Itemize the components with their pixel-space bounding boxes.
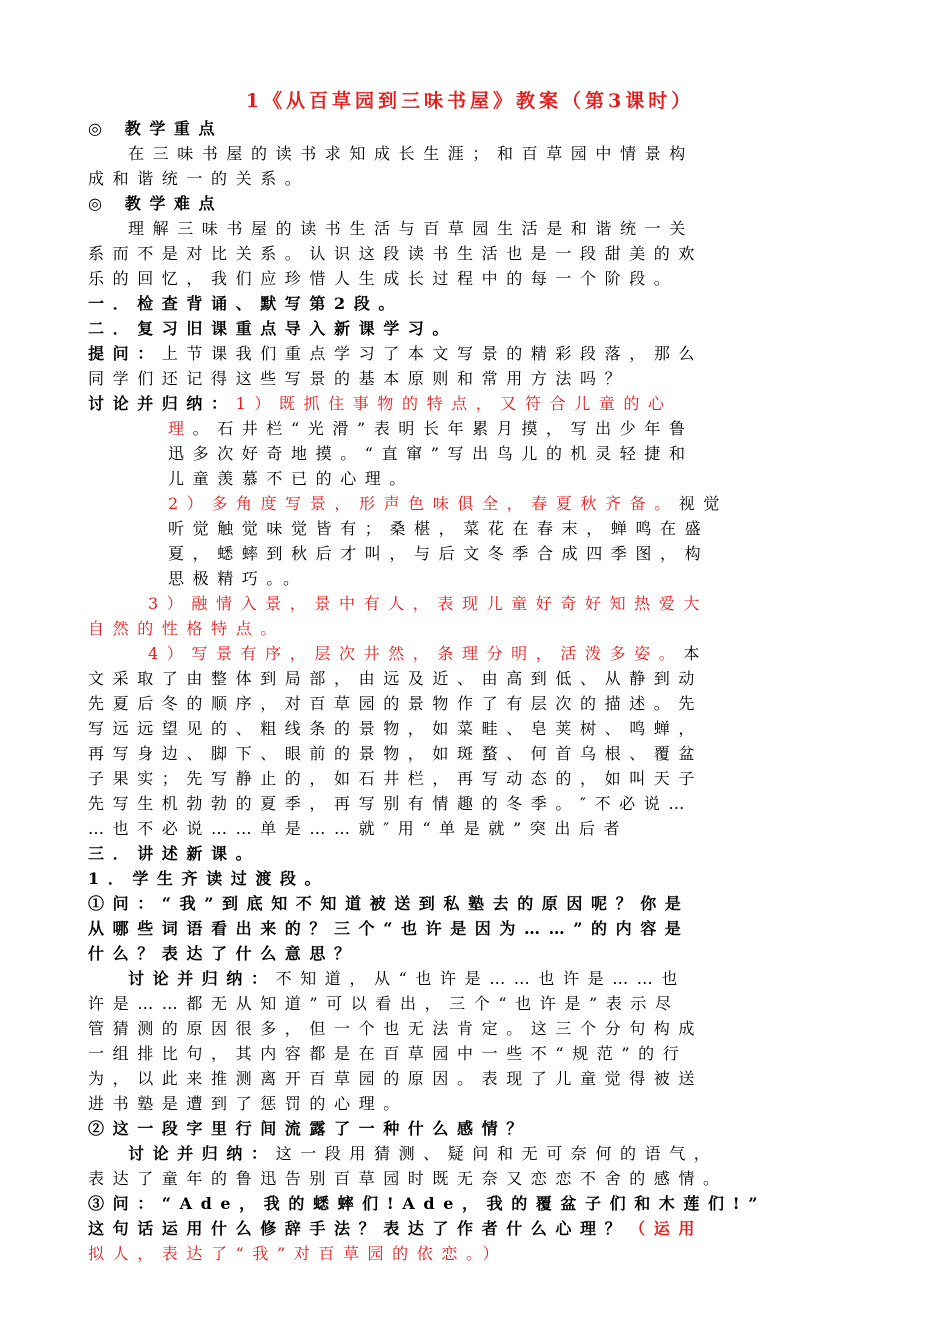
text-line: [88, 691, 852, 716]
text-line: [88, 766, 852, 791]
line-text: ①问：“我”到底知不知道被送到私塾去的原因呢？你是: [88, 894, 690, 913]
text-line: [88, 416, 852, 441]
text-line: [88, 441, 852, 466]
text-line: [88, 366, 852, 391]
line-lead-label: 讨论并归纳：: [88, 394, 236, 413]
text-line: [88, 1041, 852, 1066]
text-line: [88, 666, 852, 691]
line-text: 一．检查背诵、默写第2段。: [88, 294, 403, 313]
highlighted-text: 2）多角度写景，形声色味俱全，春夏秋齐备。: [168, 494, 679, 513]
text-line: [88, 716, 852, 741]
text-line: [88, 491, 852, 516]
line-text: 管猜测的原因很多，但一个也无法肯定。这三个分句构成: [88, 1019, 704, 1038]
line-text: 进书塾是遭到了惩罚的心理。: [88, 1094, 408, 1113]
line-text: ③问：“Ade，我的蟋蟀们!Ade，我的覆盆子们和木莲们!”: [88, 1194, 767, 1213]
text-line: [88, 966, 852, 991]
text-line: [88, 1216, 852, 1241]
highlighted-text: 理: [168, 419, 193, 438]
text-line: [88, 991, 852, 1016]
line-text: 1．学生齐读过渡段。: [88, 869, 330, 888]
text-line: [88, 841, 852, 866]
text-line: [88, 1016, 852, 1041]
line-text: 再写身边、脚下、眼前的景物，如斑蝥、何首乌根、覆盆: [88, 744, 704, 763]
highlighted-text: 1）既抓住事物的特点，又符合儿童的心: [235, 394, 673, 413]
line-text: 一组排比句，其内容都是在百草园中一些不“规范”的行: [88, 1044, 688, 1063]
text-line: [88, 391, 852, 416]
text-line: [88, 241, 852, 266]
line-text: 本: [683, 644, 708, 663]
text-line: [88, 566, 852, 591]
line-text: 从哪些词语看出来的？三个“也许是因为……”的内容是: [88, 919, 690, 938]
line-text: 这句话运用什么修辞手法？表达了作者什么心理？: [88, 1219, 630, 1238]
line-text: 视觉: [678, 494, 728, 513]
line-text: …也不必说……单是……就″用“单是就”突出后者: [88, 819, 629, 838]
text-line: [88, 1091, 852, 1116]
text-line: [88, 541, 852, 566]
line-text: ②这一段字里行间流露了一种什么感情？: [88, 1119, 531, 1138]
document-body: [88, 116, 852, 1266]
highlighted-text: 自然的性格特点。: [88, 619, 285, 638]
text-line: [88, 266, 852, 291]
text-line: [88, 891, 852, 916]
line-text: 表达了童年的鲁迅告别百草园时既无奈又恋恋不舍的感情。: [88, 1169, 728, 1188]
text-line: [88, 591, 852, 616]
line-text: 不知道，从“也许是……也许是……也: [275, 969, 686, 988]
line-text: 。石井栏“光滑”表明长年累月摸，写出少年鲁: [192, 419, 694, 438]
text-line: [88, 141, 852, 166]
line-text: 儿童羡慕不已的心理。: [168, 469, 415, 488]
line-text: 上节课我们重点学习了本文写景的精彩段落，那么: [161, 344, 704, 363]
text-line: [88, 1166, 852, 1191]
line-text: 理解三味书屋的读书生活与百草园生活是和谐统一关: [128, 219, 694, 238]
text-line: [88, 341, 852, 366]
text-line: [88, 1191, 852, 1216]
line-text: 夏，蟋蟀到秋后才叫，与后文冬季合成四季图，构: [168, 544, 710, 563]
text-line: [88, 866, 852, 891]
line-text: ◎ 教学难点: [88, 194, 224, 213]
line-text: 二．复习旧课重点导入新课学习。: [88, 319, 458, 338]
line-text: 听觉触觉味觉皆有；桑椹，菜花在春末，蝉鸣在盛: [168, 519, 710, 538]
text-line: [88, 466, 852, 491]
line-text: 同学们还记得这些写景的基本原则和常用方法吗？: [88, 369, 630, 388]
line-text: 写远远望见的、粗线条的景物，如菜畦、皂荚树、鸣蝉，: [88, 719, 704, 738]
highlighted-text: 3）融情入景，景中有人，表现儿童好奇好知热爱大: [148, 594, 708, 613]
line-text: 三．讲述新课。: [88, 844, 261, 863]
text-line: [88, 641, 852, 666]
text-line: [88, 191, 852, 216]
text-line: [88, 291, 852, 316]
line-lead-label: 讨论并归纳：: [128, 1144, 276, 1163]
line-text: 成和谐统一的关系。: [88, 169, 310, 188]
line-text: 思极精巧。。: [168, 569, 308, 588]
text-line: [88, 516, 852, 541]
text-line: [88, 1141, 852, 1166]
line-text: 迅多次好奇地摸。“直窜”写出鸟儿的机灵轻捷和: [168, 444, 694, 463]
line-text: 为，以此来推测离开百草园的原因。表现了儿童觉得被送: [88, 1069, 704, 1088]
text-line: [88, 916, 852, 941]
line-text: 什么？表达了什么意思？: [88, 944, 359, 963]
text-line: [88, 941, 852, 966]
text-line: [88, 1066, 852, 1091]
line-lead-label: 讨论并归纳：: [128, 969, 276, 988]
highlighted-text: （运用: [629, 1219, 704, 1238]
line-text: ◎ 教学重点: [88, 119, 224, 138]
text-line: [88, 1241, 852, 1266]
line-lead-label: 提问：: [88, 344, 162, 363]
line-text: 先夏后冬的顺序，对百草园的景物作了有层次的描述。先: [88, 694, 704, 713]
text-line: [88, 316, 852, 341]
text-line: [88, 616, 852, 641]
line-text: 这一段用猜测、疑问和无可奈何的语气，: [275, 1144, 719, 1163]
line-text: 乐的回忆，我们应珍惜人生成长过程中的每一个阶段。: [88, 269, 679, 288]
text-line: [88, 216, 852, 241]
highlighted-text: 4）写景有序，层次井然，条理分明，活泼多姿。: [148, 644, 684, 663]
line-text: 在三味书屋的读书求知成长生涯；和百草园中情景构: [128, 144, 694, 163]
line-text: 许是……都无从知道”可以看出，三个“也许是”表示尽: [88, 994, 680, 1013]
text-line: [88, 166, 852, 191]
line-text: 系而不是对比关系。认识这段读书生活也是一段甜美的欢: [88, 244, 704, 263]
text-line: [88, 816, 852, 841]
line-text: 子果实；先写静止的，如石井栏，再写动态的，如叫天子: [88, 769, 704, 788]
text-line: [88, 741, 852, 766]
text-line: [88, 116, 852, 141]
line-text: 文采取了由整体到局部，由远及近、由高到低、从静到动: [88, 669, 704, 688]
text-line: [88, 1116, 852, 1141]
text-line: [88, 791, 852, 816]
document-title: 1《从百草园到三味书屋》教案（第3课时）: [245, 90, 695, 112]
document-page: [88, 86, 852, 1266]
line-text: 先写生机勃勃的夏季，再写别有情趣的冬季。″不必说…: [88, 794, 693, 813]
highlighted-text: 拟人，表达了“我”对百草园的依恋。）: [88, 1244, 508, 1263]
